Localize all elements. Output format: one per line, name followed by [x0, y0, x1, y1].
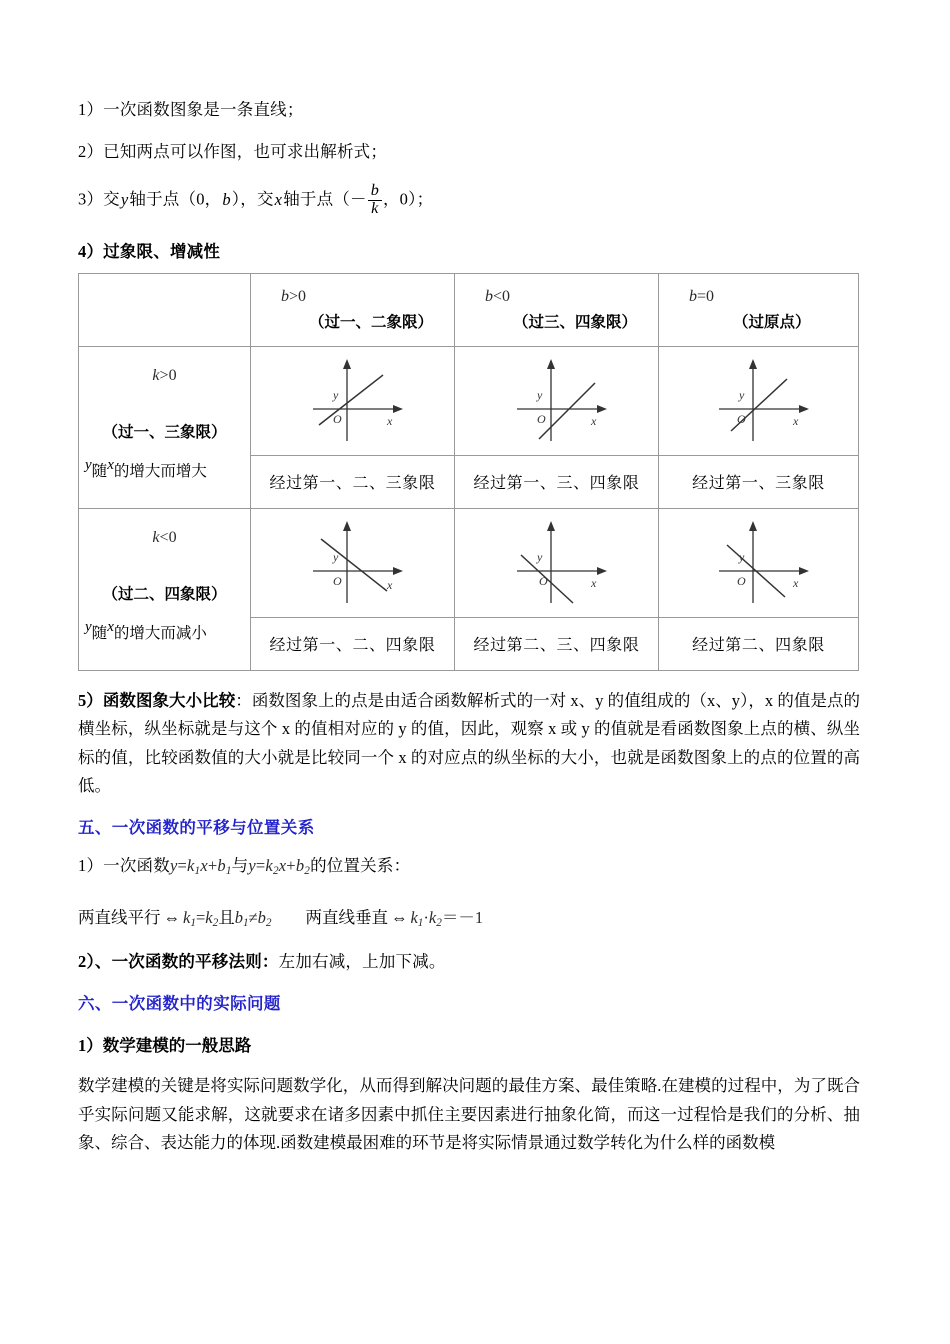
table-header-b-negative	[455, 273, 659, 346]
row-val: 0	[168, 528, 177, 546]
list-item-5-lead: 函数图象大小比较	[102, 690, 236, 710]
graph-cell-k-pos-b-zero	[659, 346, 859, 455]
mono-var-y: y	[85, 618, 92, 635]
eq1-b: b	[217, 856, 226, 876]
graph-falling-line-negative-intercept	[499, 515, 615, 611]
list-item-5-colon: ：	[235, 690, 252, 710]
header-equation-b-positive	[281, 288, 306, 306]
row-monotonic-k-positive	[85, 456, 246, 481]
header-val: 0	[298, 287, 307, 305]
svg-text:y: y	[738, 387, 744, 402]
row-label-k-negative	[79, 508, 251, 670]
svg-text:O: O	[536, 411, 546, 426]
row-var: k	[152, 528, 160, 546]
section5-item-2-lead: 一次函数的平移法则	[111, 951, 262, 971]
eq2-b: b	[295, 856, 305, 876]
perp-result: ＝－1	[441, 908, 484, 928]
row-var: k	[152, 366, 160, 384]
quadrant-table	[78, 273, 859, 671]
parallel-condition-b	[234, 908, 272, 930]
parallel-equals: =	[195, 908, 206, 928]
row-quadrant-k-positive: （过一、三象限）	[102, 423, 227, 441]
header-note-b-negative: （过三、四象限）	[513, 313, 638, 331]
equation-line-2	[248, 856, 311, 878]
line-relations-row	[78, 904, 860, 929]
intercept-text-c: ），交	[231, 189, 274, 209]
table-header-b-zero	[659, 273, 859, 346]
parallel-b2: b	[257, 908, 266, 928]
perpendicular-condition	[410, 908, 484, 930]
parallel-k2: k	[205, 908, 213, 928]
perp-k1: k	[410, 908, 418, 928]
list-item-4-text: 过象限、增减性	[103, 242, 221, 262]
parallel-k2-sub: 2	[212, 917, 219, 930]
section5-item-1-pre: 一次函数	[103, 856, 170, 876]
list-item-1	[78, 100, 860, 121]
header-val: 0	[502, 287, 511, 305]
variable-b: b	[222, 189, 231, 209]
svg-text:O: O	[332, 411, 342, 426]
section6-item-1-number: 1）	[78, 1036, 103, 1056]
perp-k2-sub: 2	[436, 917, 442, 930]
mono-var-x: x	[107, 456, 114, 473]
intercept-text-a: 交	[103, 189, 120, 209]
section5-item-2-colon: ：	[261, 951, 279, 971]
section5-item-1-post: 的位置关系：	[310, 856, 411, 876]
mono-tail: 的增大而减小	[113, 624, 207, 642]
eq2-x: x	[278, 856, 287, 876]
header-var: b	[485, 287, 493, 305]
table-header-row	[79, 273, 859, 346]
section6-item-1-text: 数学建模的一般思路	[102, 1036, 252, 1056]
svg-text:O: O	[538, 573, 548, 588]
caption-k-neg-b-neg: 经过第二、三、四象限	[455, 617, 659, 670]
list-item-3-number: 3）	[78, 189, 104, 209]
list-item-2-number: 2）	[78, 141, 104, 161]
row-monotonic-k-negative	[85, 618, 246, 643]
svg-text:O: O	[332, 573, 342, 588]
caption-k-neg-b-zero: 经过第二、四象限	[659, 617, 859, 670]
eq2-y: y	[248, 856, 256, 876]
svg-text:x: x	[386, 577, 392, 592]
parallel-not-equal: ≠	[248, 908, 258, 928]
fraction-b-over-k	[368, 183, 382, 218]
parallel-iff-symbol: ⇔	[163, 908, 180, 928]
variable-x: x	[274, 189, 283, 209]
eq1-k-sub: 1	[194, 865, 201, 878]
list-item-1-text: 一次函数图象是一条直线；	[103, 100, 304, 119]
header-equation-b-negative	[485, 288, 510, 306]
list-item-3	[78, 183, 860, 218]
caption-k-pos-b-zero: 经过第一、三象限	[659, 455, 859, 508]
list-item-5-body: 函数图象上的点是由适合函数解析式的一对 x、y 的值组成的（x、y），x 的值是点的横坐标，纵坐标就是与这个 x 的值相对应的 y 的值，因此，观察 x 或 y 的值就是看函数图象上点的横、纵坐标的值，比较函数值的大小就是比较同一个 x 的对应点的纵坐标的大小，也就是函数图象上的点的位置的高低。	[78, 690, 861, 795]
table-header-b-positive	[251, 273, 455, 346]
section-heading-five: 五、一次函数的平移与位置关系	[78, 818, 315, 838]
mono-var-y: y	[85, 456, 92, 473]
svg-text:x: x	[792, 413, 798, 428]
svg-text:y: y	[332, 387, 338, 402]
perp-k2: k	[428, 908, 437, 928]
list-item-5-number: 5）	[78, 690, 103, 710]
graph-rising-line-negative-intercept	[499, 353, 615, 449]
section5-item-2-text: 左加右减，上加下减。	[278, 951, 446, 971]
header-equation-b-zero	[689, 288, 714, 306]
header-op: =	[697, 287, 707, 305]
caption-k-neg-b-pos: 经过第一、二、四象限	[251, 617, 455, 670]
section6-item-1	[78, 1032, 860, 1056]
mono-sui: 随	[91, 624, 108, 642]
fraction-numerator: b	[370, 182, 379, 200]
section5-item-1	[78, 856, 860, 878]
row-op: <	[159, 528, 169, 546]
header-val: 0	[706, 287, 715, 305]
section5-item-1-mid: 与	[231, 856, 249, 876]
eq2-b-sub: 2	[304, 865, 311, 878]
graph-cell-k-pos-b-pos	[251, 346, 455, 455]
row-quadrant-k-negative: （过二、四象限）	[102, 585, 227, 603]
graph-cell-k-neg-b-neg	[455, 508, 659, 617]
eq1-y: y	[169, 856, 178, 876]
caption-k-pos-b-pos: 经过第一、二、三象限	[251, 455, 455, 508]
svg-text:x: x	[590, 575, 596, 590]
row-equation-k-positive	[79, 367, 250, 385]
parallel-k1-sub: 1	[190, 917, 196, 930]
row-val: 0	[168, 366, 177, 384]
graph-rising-line-through-origin	[701, 353, 817, 449]
row-label-k-positive	[79, 346, 251, 508]
perpendicular-iff-symbol: ⇔	[390, 908, 408, 928]
list-item-4	[78, 242, 860, 263]
section5-item-1-number: 1）	[78, 856, 104, 876]
graph-falling-line-through-origin	[701, 515, 817, 611]
variable-y: y	[120, 189, 129, 209]
fraction-denominator: k	[368, 200, 382, 218]
graph-cell-k-neg-b-zero	[659, 508, 859, 617]
intercept-text-b: 轴于点（0，	[129, 189, 222, 209]
row-equation-k-negative	[79, 529, 250, 547]
mono-var-x: x	[107, 618, 114, 635]
svg-text:y: y	[332, 549, 338, 564]
header-var: b	[689, 287, 697, 305]
svg-text:O: O	[736, 411, 746, 426]
header-note-b-zero: （过原点）	[733, 313, 811, 331]
svg-text:y: y	[738, 549, 744, 564]
table-row-k-positive-graphs	[79, 346, 859, 455]
list-item-1-number: 1）	[78, 100, 104, 119]
svg-text:y: y	[536, 387, 542, 402]
mono-sui: 随	[91, 462, 108, 480]
parallel-b1: b	[234, 908, 243, 928]
graph-cell-k-pos-b-neg	[455, 346, 659, 455]
graph-cell-k-neg-b-pos	[251, 508, 455, 617]
graph-rising-line-positive-intercept	[295, 353, 411, 449]
section5-item-2-number: 2）、	[78, 951, 112, 971]
list-item-5	[78, 687, 860, 801]
parallel-b2-sub: 2	[265, 917, 272, 930]
list-item-2-text: 已知两点可以作图，也可求出解析式；	[103, 141, 388, 161]
row-op: >	[159, 366, 169, 384]
svg-text:y: y	[536, 549, 542, 564]
eq1-b-sub: 1	[225, 865, 232, 878]
equation-line-1	[169, 856, 232, 878]
header-op: >	[289, 287, 299, 305]
eq1-plus: +	[207, 856, 218, 876]
eq1-x: x	[200, 856, 208, 876]
parallel-condition	[183, 908, 219, 930]
caption-k-pos-b-neg: 经过第一、三、四象限	[455, 455, 659, 508]
perpendicular-label: 两直线垂直	[305, 908, 388, 928]
header-var: b	[281, 287, 289, 305]
parallel-b1-sub: 1	[242, 917, 249, 930]
quadrant-table-wrapper	[78, 273, 860, 671]
header-op: <	[493, 287, 503, 305]
parallel-and: 且	[218, 908, 235, 928]
document-content	[78, 100, 860, 1167]
perp-dot: ·	[423, 908, 429, 928]
mono-tail: 的增大而增大	[113, 462, 207, 480]
parallel-k1: k	[183, 908, 191, 928]
eq1-equals: =	[177, 856, 188, 876]
graph-falling-line-positive-intercept	[295, 515, 411, 611]
svg-text:x: x	[590, 413, 596, 428]
eq2-k: k	[265, 856, 273, 876]
eq2-k-sub: 2	[272, 865, 279, 878]
intercept-text-d: 轴于点（－	[283, 189, 367, 209]
table-corner-cell	[79, 273, 251, 346]
svg-text:x: x	[386, 413, 392, 428]
header-note-b-positive: （过一、二象限）	[309, 313, 434, 331]
table-row-k-negative-graphs	[79, 508, 859, 617]
section6-paragraph: 数学建模的关键是将实际问题数学化，从而得到解决问题的最佳方案、最佳策略.在建模的过程中，为了既合乎实际问题又能求解，这就要求在诸多因素中抓住主要因素进行抽象化简，而这一过程恰是我们的分析、抽象、综合、表达能力的体现.函数建模最困难的环节是将实际情景通过数学转化为什么样的函数模	[78, 1076, 860, 1152]
intercept-text-e: ，0）；	[382, 189, 434, 209]
eq1-k: k	[187, 856, 195, 876]
list-item-2	[78, 142, 860, 163]
eq2-plus: +	[286, 856, 296, 876]
eq2-equals: =	[255, 856, 266, 876]
section-heading-six: 六、一次函数中的实际问题	[78, 994, 281, 1014]
section5-item-2	[78, 952, 860, 973]
parallel-label: 两直线平行	[78, 908, 161, 928]
svg-text:x: x	[792, 575, 798, 590]
perp-k1-sub: 1	[417, 917, 424, 930]
svg-text:O: O	[736, 573, 746, 588]
list-item-4-number: 4）	[78, 242, 104, 262]
